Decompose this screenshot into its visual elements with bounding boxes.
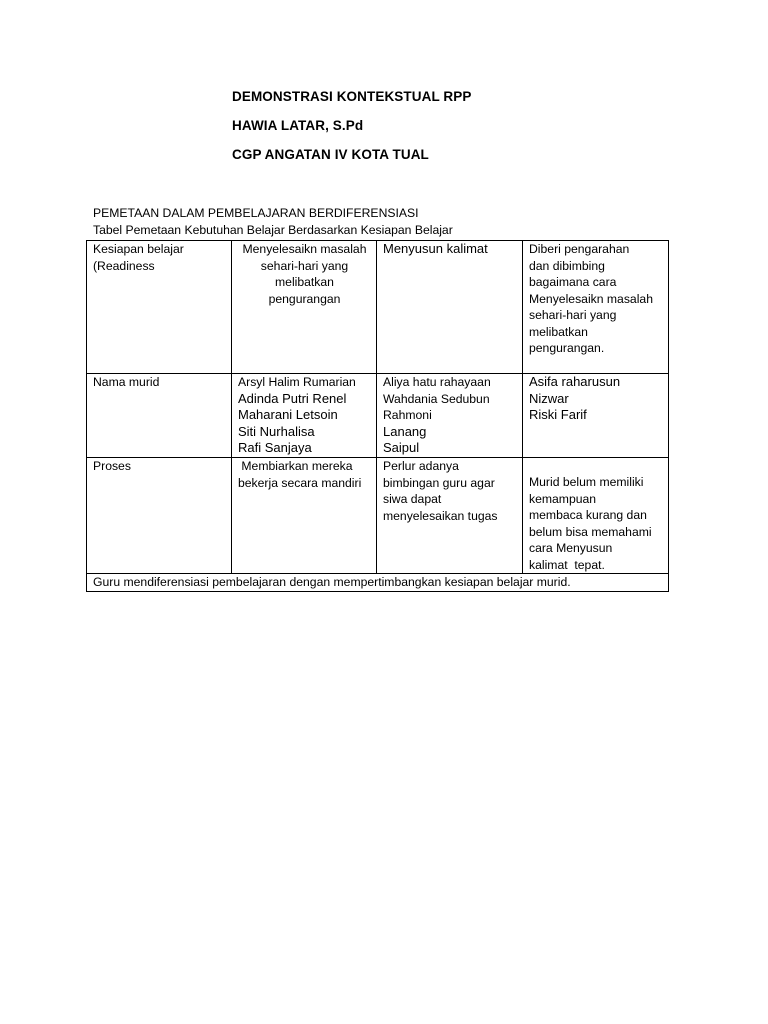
- student-name: Adinda Putri Renel: [238, 390, 347, 406]
- student-name: Arsyl Halim Rumarian: [238, 375, 356, 389]
- readiness-col3-line-4: Menyelesaikn masalah: [529, 291, 653, 306]
- cell-process-col1: [232, 458, 377, 574]
- readiness-col3-line-7: pengurangan.: [529, 341, 605, 355]
- readiness-col3-line-2: dan dibimbing: [529, 258, 605, 273]
- cell-process-col2: [377, 458, 523, 574]
- process-col2-line-4: menyelesaikan tugas: [383, 508, 498, 523]
- readiness-col3-line-5: sehari-hari yang: [529, 308, 617, 322]
- cell-readiness-col2: [377, 241, 523, 374]
- section-heading: PEMETAAN DALAM PEMBELAJARAN BERDIFERENSIASI: [93, 206, 419, 220]
- program-name: CGP ANGATAN IV KOTA TUAL: [232, 147, 429, 162]
- student-name: Rahmoni: [383, 408, 432, 422]
- process-col3-line-6: kalimat tepat.: [529, 557, 605, 572]
- cell-students-label: [87, 374, 232, 458]
- students-label: Nama murid: [93, 375, 160, 389]
- cell-process-col3: [523, 458, 669, 574]
- readiness-label-line-2: (Readiness: [93, 258, 155, 273]
- readiness-col1-line-4: pengurangan: [268, 291, 341, 306]
- readiness-col3-line-6: melibatkan: [529, 324, 588, 339]
- process-col3-line-5: cara Menyusun: [529, 541, 613, 555]
- readiness-col2-text: Menyusun kalimat: [383, 241, 488, 256]
- table-row-students: [87, 374, 669, 458]
- table-caption: Tabel Pemetaan Kebutuhan Belajar Berdasarkan Kesiapan Belajar: [93, 223, 453, 237]
- cell-students-col3: [523, 374, 669, 458]
- student-name: Maharani Letsoin: [238, 407, 338, 422]
- student-name: Asifa raharusun: [529, 374, 621, 389]
- table-row-process: [87, 458, 669, 574]
- process-col3-line-3: membaca kurang dan: [529, 508, 647, 522]
- cell-students-col1: [232, 374, 377, 458]
- author-name: HAWIA LATAR, S.Pd: [232, 118, 364, 133]
- process-col1-line-2: bekerja secara mandiri: [238, 475, 362, 490]
- readiness-col1-line-1: Menyelesaikn masalah: [242, 242, 367, 256]
- intro-block: [93, 205, 453, 239]
- student-name: Nizwar: [529, 390, 569, 406]
- document-header: [232, 88, 471, 175]
- cell-readiness-label: [87, 241, 232, 374]
- process-col3-line-4: belum bisa memahami: [529, 524, 652, 539]
- table-row-footer: [87, 574, 669, 592]
- process-label: Proses: [93, 459, 131, 473]
- table-footer-note: Guru mendiferensiasi pembelajaran dengan mempertimbangkan kesiapan belajar murid.: [93, 575, 571, 589]
- readiness-col1-line-2: sehari-hari yang: [260, 258, 349, 273]
- student-name: Aliya hatu rahayaan: [383, 375, 491, 389]
- student-name: Lanang: [383, 423, 427, 439]
- process-col3-line-2: kemampuan: [529, 491, 597, 506]
- cell-readiness-col1: [232, 241, 377, 374]
- student-name: Riski Farif: [529, 407, 587, 422]
- process-col1-line-1: Membiarkan mereka: [238, 459, 353, 473]
- student-name: Wahdania Sedubun: [383, 391, 490, 406]
- student-name: Rafi Sanjaya: [238, 440, 312, 455]
- student-name: Siti Nurhalisa: [238, 423, 315, 439]
- table-row-readiness: [87, 241, 669, 374]
- process-col2-line-2: bimbingan guru agar: [383, 475, 495, 490]
- readiness-col3-line-3: bagaimana cara: [529, 275, 617, 289]
- cell-students-col2: [377, 374, 523, 458]
- process-col3-line-1: Murid belum memiliki: [529, 475, 644, 489]
- readiness-col3-line-1: Diberi pengarahan: [529, 242, 630, 256]
- process-col2-line-1: Perlur adanya: [383, 459, 459, 473]
- cell-footer: [87, 574, 669, 592]
- cell-process-label: [87, 458, 232, 574]
- mapping-table: [86, 240, 669, 592]
- process-col2-line-3: siwa dapat: [383, 492, 442, 506]
- document-title: DEMONSTRASI KONTEKSTUAL RPP: [232, 89, 472, 104]
- readiness-col1-line-3: melibatkan: [275, 275, 334, 289]
- readiness-label-line-1: Kesiapan belajar: [93, 242, 184, 256]
- student-name: Saipul: [383, 440, 420, 455]
- cell-readiness-col3: [523, 241, 669, 374]
